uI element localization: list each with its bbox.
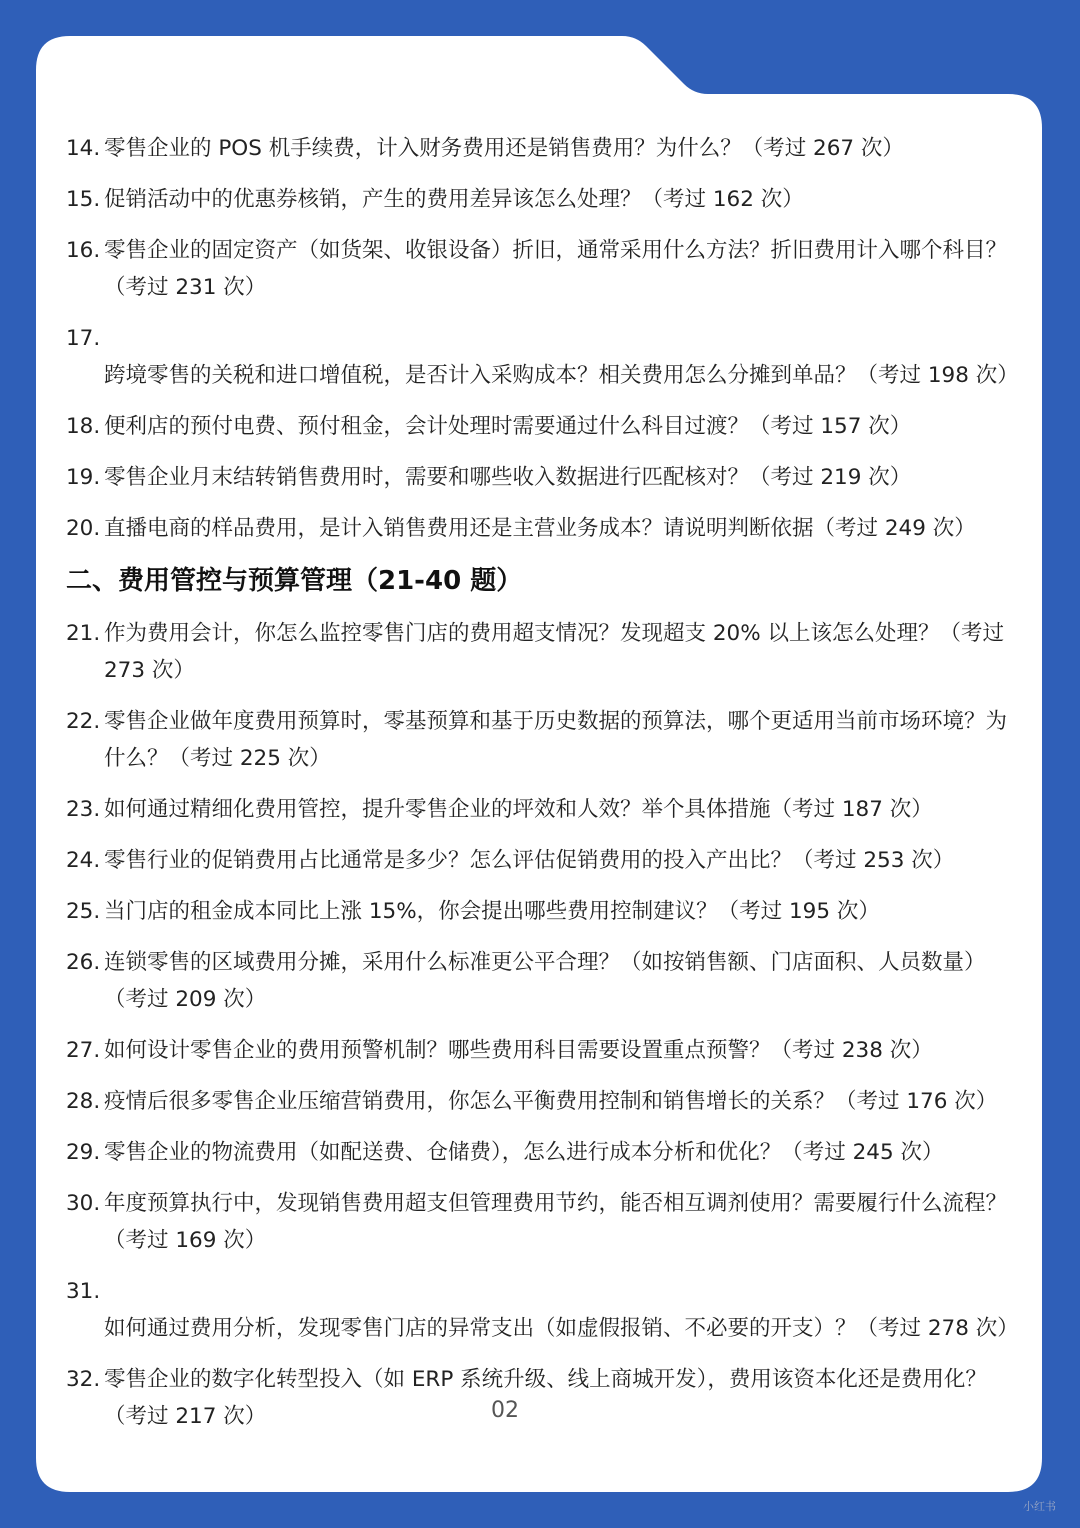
question-item (66, 459, 1016, 496)
question-text: 零售企业做年度费用预算时，零基预算和基于历史数据的预算法，哪个更适用当前市场环境？为什么？（考过 225 次） (104, 709, 1008, 771)
question-list (66, 130, 1019, 1449)
question-text: 零售企业的固定资产（如货架、收银设备）折旧，通常采用什么方法？折旧费用计入哪个科目？（考过 231 次） (104, 238, 1008, 300)
question-item (66, 893, 1016, 930)
question-number: 18. (66, 414, 101, 439)
question-text: 作为费用会计，你怎么监控零售门店的费用超支情况？发现超支 20% 以上该怎么处理？（考过 273 次） (104, 621, 1004, 683)
question-number: 23. (66, 797, 101, 822)
question-number: 28. (66, 1089, 101, 1114)
question-number: 20. (66, 516, 101, 541)
question-number: 30. (66, 1191, 101, 1216)
question-number: 24. (66, 848, 101, 873)
question-number: 17. (66, 326, 101, 351)
question-number: 27. (66, 1038, 101, 1063)
question-text: 直播电商的样品费用，是计入销售费用还是主营业务成本？请说明判断依据（考过 249 次） (104, 516, 976, 541)
question-text: 零售企业的数字化转型投入（如 ERP 系统升级、线上商城开发），费用该资本化还是费用化？（考过 217 次） (104, 1367, 987, 1429)
question-number: 21. (66, 621, 101, 646)
watermark: 小红书 (1023, 1500, 1056, 1513)
question-text: 跨境零售的关税和进口增值税，是否计入采购成本？相关费用怎么分摊到单品？（考过 198 次） (104, 363, 1019, 388)
question-item (66, 232, 1016, 306)
question-item (66, 703, 1016, 777)
question-number: 22. (66, 709, 101, 734)
question-text: 年度预算执行中，发现销售费用超支但管理费用节约，能否相互调剂使用？需要履行什么流程？（考过 169 次） (104, 1191, 1008, 1253)
question-text: 如何通过费用分析，发现零售门店的异常支出（如虚假报销、不必要的开支）？（考过 278 次） (104, 1316, 1019, 1341)
question-item (66, 944, 1016, 1018)
question-text: 零售企业的物流费用（如配送费、仓储费），怎么进行成本分析和优化？（考过 245 次） (104, 1140, 944, 1165)
question-item (66, 1273, 1019, 1347)
section-title: 二、费用管控与预算管理（21-40 题） (66, 566, 523, 596)
question-item (66, 408, 1016, 445)
question-text: 疫情后很多零售企业压缩营销费用，你怎么平衡费用控制和销售增长的关系？（考过 176 次） (104, 1089, 998, 1114)
question-number: 31. (66, 1279, 101, 1304)
question-item (66, 130, 1016, 167)
question-item (66, 320, 1019, 394)
question-text: 连锁零售的区域费用分摊，采用什么标准更公平合理？（如按销售额、门店面积、人员数量）（考过 209 次） (104, 950, 986, 1012)
question-number: 32. (66, 1367, 101, 1392)
question-item (66, 791, 1016, 828)
question-text: 零售企业的 POS 机手续费，计入财务费用还是销售费用？为什么？（考过 267 次） (104, 136, 904, 161)
question-text: 当门店的租金成本同比上涨 15%，你会提出哪些费用控制建议？（考过 195 次） (104, 899, 880, 924)
question-text: 零售行业的促销费用占比通常是多少？怎么评估促销费用的投入产出比？（考过 253 次） (104, 848, 955, 873)
question-text: 零售企业月末结转销售费用时，需要和哪些收入数据进行匹配核对？（考过 219 次） (104, 465, 912, 490)
question-number: 16. (66, 238, 101, 263)
question-number: 29. (66, 1140, 101, 1165)
question-item (66, 1032, 1016, 1069)
question-number: 15. (66, 187, 101, 212)
question-text: 如何设计零售企业的费用预警机制？哪些费用科目需要设置重点预警？（考过 238 次） (104, 1038, 933, 1063)
question-number: 14. (66, 136, 101, 161)
question-item (66, 842, 1016, 879)
question-group-1 (66, 130, 1019, 547)
question-item (66, 181, 1016, 218)
question-number: 26. (66, 950, 101, 975)
question-item (66, 1134, 1016, 1171)
question-item (66, 510, 1016, 547)
question-item (66, 1083, 1016, 1120)
question-number: 25. (66, 899, 101, 924)
question-text: 便利店的预付电费、预付租金，会计处理时需要通过什么科目过渡？（考过 157 次） (104, 414, 912, 439)
question-text: 如何通过精细化费用管控，提升零售企业的坪效和人效？举个具体措施（考过 187 次） (104, 797, 933, 822)
question-text: 促销活动中的优惠券核销，产生的费用差异该怎么处理？（考过 162 次） (104, 187, 804, 212)
question-item (66, 1185, 1016, 1259)
page-number: 02 (491, 1398, 519, 1423)
question-group-2 (66, 615, 1019, 1435)
question-number: 19. (66, 465, 101, 490)
question-item (66, 615, 1016, 689)
